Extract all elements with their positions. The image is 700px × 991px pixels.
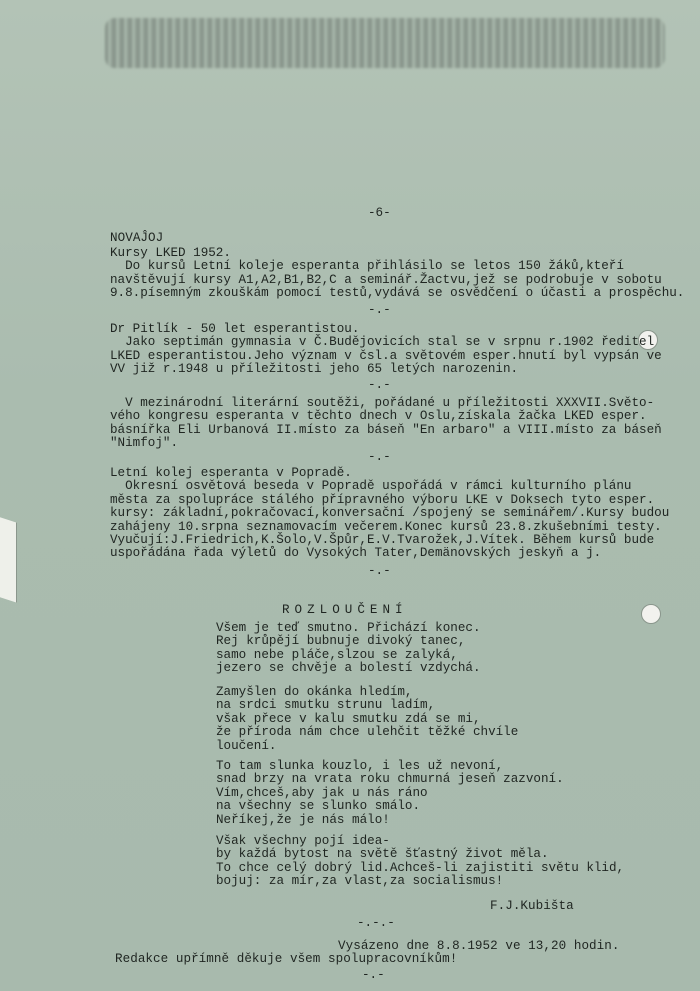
end-separator: -.-	[362, 968, 385, 982]
news-line: města za spolupráce stálého přípravného výboru LKE v Doksech tyto esper.	[110, 492, 655, 507]
news-item	[110, 323, 662, 377]
news-line: LKED esperantistou.Jeho význam v čsl.a světovém esper.hnutí byl vypsán ve	[110, 348, 662, 363]
poem-stanza	[216, 835, 624, 889]
news-item	[110, 397, 662, 451]
poem-line: bojuj: za mír,za vlast,za socialismus!	[216, 874, 504, 889]
paper-tab	[0, 517, 17, 603]
punch-hole	[641, 604, 661, 624]
news-line: uspořádána řada výletů do Vysokých Tater,Demänovských jeskyň a j.	[110, 546, 602, 561]
poem-line: že příroda nám chce ulehčit těžké chvíle	[216, 725, 519, 740]
news-item	[110, 467, 669, 561]
news-line: Jako septimán gymnasia v Č.Budějovicích stal se v srpnu r.1902 ředitel	[110, 335, 655, 350]
typeset-date: Vysázeno dne 8.8.1952 ve 13,20 hodin.	[338, 939, 620, 953]
poem-line: loučení.	[216, 738, 277, 753]
poem-line: Vím,chceš,aby jak u nás ráno	[216, 785, 428, 800]
poem-line: na srdci smutku strunu ladím,	[216, 698, 436, 713]
poem-line: snad brzy na vrata roku chmurná jeseň zazvoní.	[216, 772, 564, 787]
poem-line: To tam slunka kouzlo, i les už nevoní,	[216, 759, 504, 773]
news-title: Kursy LKED 1952.	[110, 246, 231, 260]
news-line: Okresní osvětová beseda v Popradě uspořádá v rámci kulturního plánu	[110, 479, 632, 494]
news-line: Do kursů Letní koleje esperanta přihlásilo se letos 150 žáků,kteří	[110, 259, 624, 274]
news-title: Letní kolej esperanta v Popradě.	[110, 466, 352, 480]
poem-line: Však všechny pojí idea-	[216, 834, 390, 848]
poem-stanza	[216, 686, 518, 753]
poem-line: by každá bytost na světě šťastný život měla.	[216, 847, 549, 862]
poem-line: Neříkej,že je nás málo!	[216, 812, 390, 827]
separator: -.-	[368, 378, 391, 392]
poem-line: Rej krůpějí bubnuje divoký tanec,	[216, 634, 466, 649]
poem-author: F.J.Kubišta	[490, 899, 574, 913]
poem-line: Zamyšlen do okánka hledím,	[216, 685, 413, 699]
news-line: "Nimfoj".	[110, 436, 179, 451]
news-line: VV již r.1948 u příležitosti jeho 65 letých narozenin.	[110, 362, 519, 377]
news-line: 9.8.písemným zkouškám pomocí testů,vydává se osvědčení o účasti a prospěchu.	[110, 286, 685, 301]
thanks-note: Redakce upřímně děkuje všem spolupracovníkům!	[115, 952, 458, 966]
news-line: V mezinárodní literární soutěži, pořádané u příležitosti XXXVII.Světo-	[110, 396, 655, 410]
news-item	[110, 247, 684, 301]
poem-line: To chce celý dobrý lid.Achceš-li zajistiti světu klid,	[216, 860, 625, 875]
poem-line: Všem je teď smutno. Přichází konec.	[216, 621, 481, 635]
news-line: vého kongresu esperanta v těchto dnech v Oslu,získala žačka LKED esper.	[110, 409, 647, 424]
news-line: navštěvují kursy A1,A2,B1,B2,C a seminář.Žactvu,jež se podrobuje v sobotu	[110, 272, 662, 287]
section-header: NOVAĴOJ	[110, 231, 164, 245]
poem-line: na všechny se slunko smálo.	[216, 799, 421, 814]
news-line: kursy: základní,pokračovací,konversační /spojený se seminářem/.Kursy budou	[110, 506, 670, 521]
footer-separator: -.-.-	[357, 916, 395, 930]
poem-stanza	[216, 622, 481, 676]
news-line: básnířka Eli Urbanová II.místo za báseň "En arbaro" a VIII.místo za báseň	[110, 422, 662, 437]
poem-line: samo nebe pláče,slzou se zalyká,	[216, 647, 458, 662]
news-title: Dr Pitlík - 50 let esperantistou.	[110, 322, 360, 336]
poem-line: však přece v kalu smutku zdá se mi,	[216, 711, 481, 726]
poem-title: ROZLOUČENÍ	[282, 603, 408, 617]
news-line: zahájeny 10.srpna seznamovacím večerem.Konec kursů 23.8.zkušebními testy.	[110, 519, 662, 534]
poem-line: jezero se chvěje a bolestí vzdychá.	[216, 661, 481, 676]
separator: -.-	[368, 303, 391, 317]
poem-stanza	[216, 760, 564, 827]
separator: -.-	[368, 564, 391, 578]
ink-smudge	[105, 18, 665, 68]
page-number: -6-	[368, 206, 391, 220]
news-line: Vyučují:J.Friedrich,K.Šolo,V.Špůr,E.V.Tvarožek,J.Vítek. Během kursů bude	[110, 533, 655, 548]
separator: -.-	[368, 450, 391, 464]
